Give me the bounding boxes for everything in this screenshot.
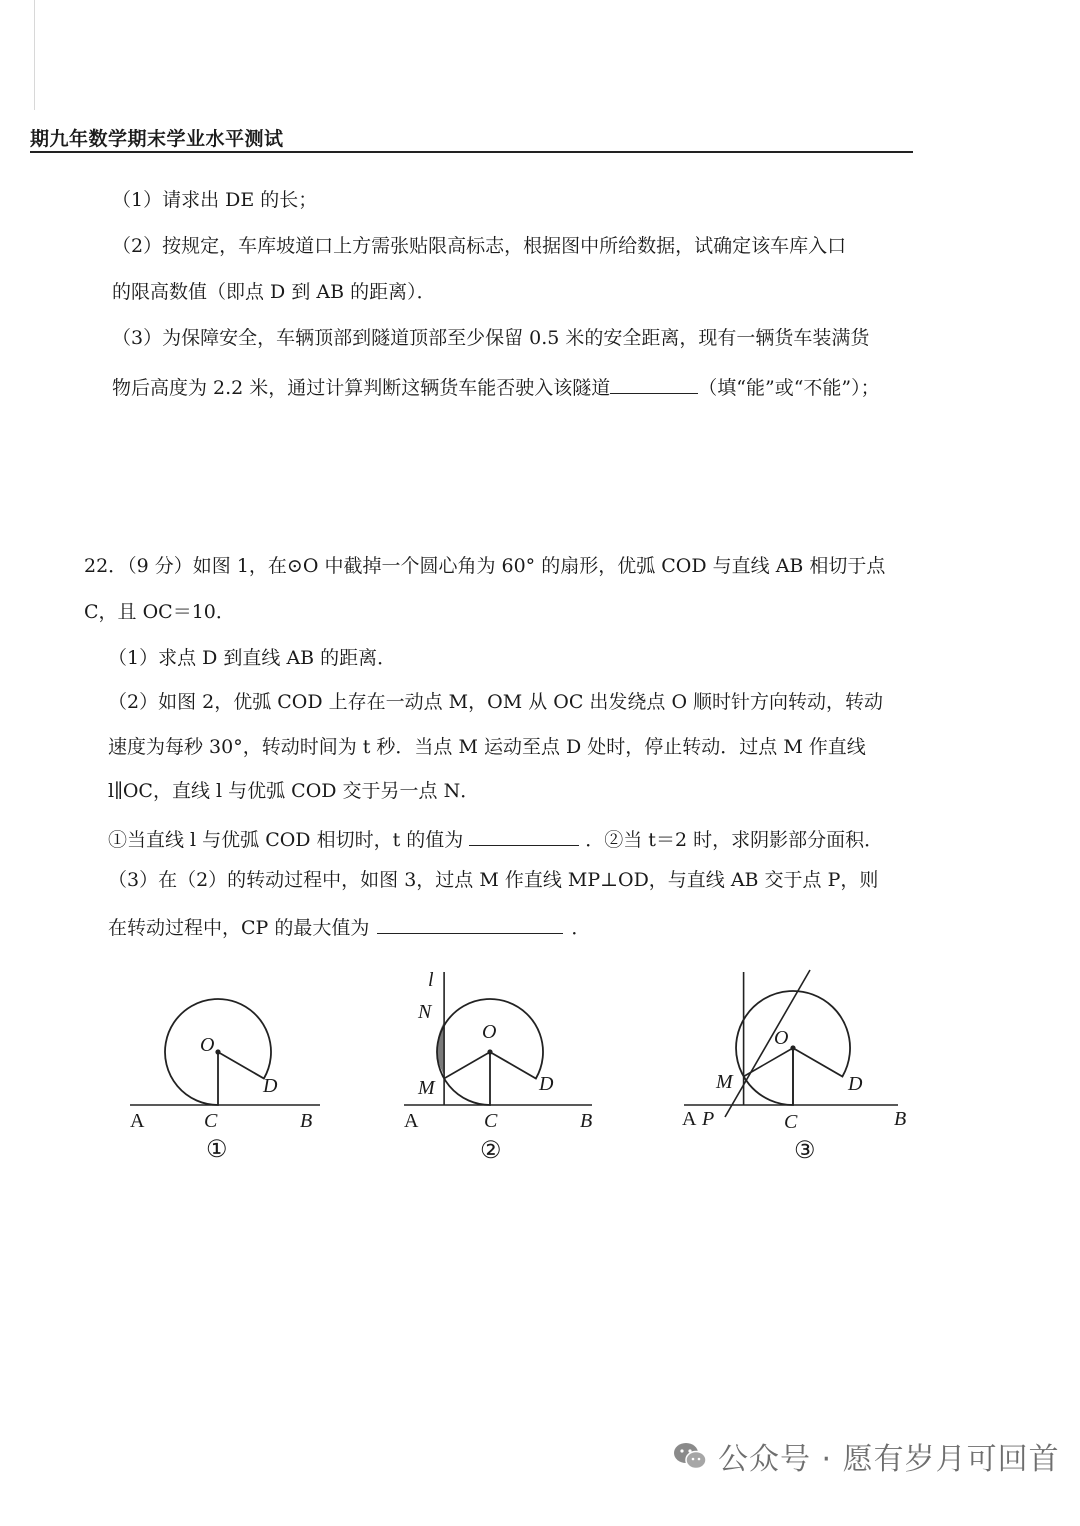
label-c: C: [784, 1111, 798, 1133]
label-m: M: [716, 1071, 733, 1093]
figure-1: [120, 985, 340, 1165]
q21-part3-suffix: （填“能”或“不能”）；: [698, 377, 880, 399]
label-c: C: [204, 1110, 218, 1132]
center-point: [487, 1049, 492, 1054]
label-a: A: [404, 1110, 419, 1132]
q22-part2-line2: 速度为每秒 30°，转动时间为 t 秒．当点 M 运动至点 D 处时，停止转动．过点 M 作直线: [108, 736, 866, 758]
q22-part3-line2: [108, 915, 590, 938]
q21-part3-line1: （3）为保障安全，车辆顶部到隧道顶部至少保留 0.5 米的安全距离，现有一辆货车装满货: [112, 327, 870, 349]
q22-part3-line1: （3）在（2）的转动过程中，如图 3，过点 M 作直线 MP⊥OD，与直线 AB 交于点 P，则: [108, 869, 879, 891]
label-b: B: [580, 1110, 593, 1132]
label-b: B: [894, 1108, 907, 1130]
answer-blank: [377, 915, 563, 934]
q22-part2-line4: [108, 827, 883, 850]
q22-part2-sub1: ①当直线 l 与优弧 COD 相切时，t 的值为: [108, 829, 464, 851]
page-header-title: 期九年数学期末学业水平测试: [30, 128, 284, 150]
answer-blank: [469, 827, 579, 846]
q22-stem-line1: 22．（9 分）如图 1，在⊙O 中截掉一个圆心角为 60° 的扇形，优弧 COD 与直线 AB 相切于点: [84, 555, 886, 577]
label-o: O: [774, 1027, 789, 1049]
q22-part3-suffix: ．: [571, 917, 591, 939]
header-rule: [30, 151, 913, 153]
label-d: D: [539, 1073, 554, 1095]
figure-caption: ②: [480, 1138, 502, 1162]
segment-om: [444, 1052, 490, 1079]
q21-part3-text: 物后高度为 2.2 米，通过计算判断这辆货车能否驶入该隧道: [112, 377, 611, 399]
label-a: A: [682, 1108, 697, 1130]
q22-part2-line3: l∥OC，直线 l 与优弧 COD 交于另一点 N．: [108, 780, 480, 802]
q21-part3-line2: [112, 375, 880, 398]
label-a: A: [130, 1110, 145, 1132]
q22-part2-line1: （2）如图 2，优弧 COD 上存在一动点 M，OM 从 OC 出发绕点 O 顺时针方向转动，转动: [108, 691, 884, 713]
label-m: M: [418, 1077, 435, 1099]
q21-part2-line2: 的限高数值（即点 D 到 AB 的距离）．: [112, 281, 436, 303]
label-n: N: [418, 1001, 432, 1023]
figure-2: [396, 962, 616, 1162]
q22-part3-text: 在转动过程中，CP 的最大值为: [108, 917, 370, 939]
figure-caption: ①: [206, 1137, 228, 1163]
label-o: O: [200, 1034, 215, 1056]
q21-part1: （1）请求出 DE 的长；: [112, 189, 318, 211]
label-o: O: [482, 1021, 497, 1043]
wechat-icon: [672, 1440, 708, 1472]
label-d: D: [848, 1073, 863, 1095]
figure-3: [676, 962, 916, 1162]
q22-part1: （1）求点 D 到直线 AB 的距离．: [108, 647, 397, 669]
q22-part2-sub2: ．②当 t＝2 时，求阴影部分面积．: [585, 829, 884, 851]
line-mp: [725, 970, 810, 1117]
center-point: [215, 1049, 220, 1054]
watermark: [672, 1434, 1060, 1478]
label-p: P: [702, 1108, 715, 1130]
figure-caption: ③: [794, 1138, 816, 1162]
label-l: l: [428, 969, 434, 991]
label-d: D: [263, 1075, 278, 1097]
center-point: [790, 1045, 795, 1050]
q21-part2-line1: （2）按规定，车库坡道口上方需张贴限高标志，根据图中所给数据，试确定该车库入口: [112, 235, 847, 257]
q22-stem-line2: C，且 OC＝10．: [84, 601, 235, 623]
scan-edge-mark: [34, 0, 35, 110]
watermark-text: 公众号 · 愿有岁月可回首: [718, 1442, 1060, 1477]
answer-blank: [610, 375, 698, 394]
label-c: C: [484, 1110, 498, 1132]
shaded-region: [437, 1022, 444, 1075]
label-b: B: [300, 1110, 313, 1132]
